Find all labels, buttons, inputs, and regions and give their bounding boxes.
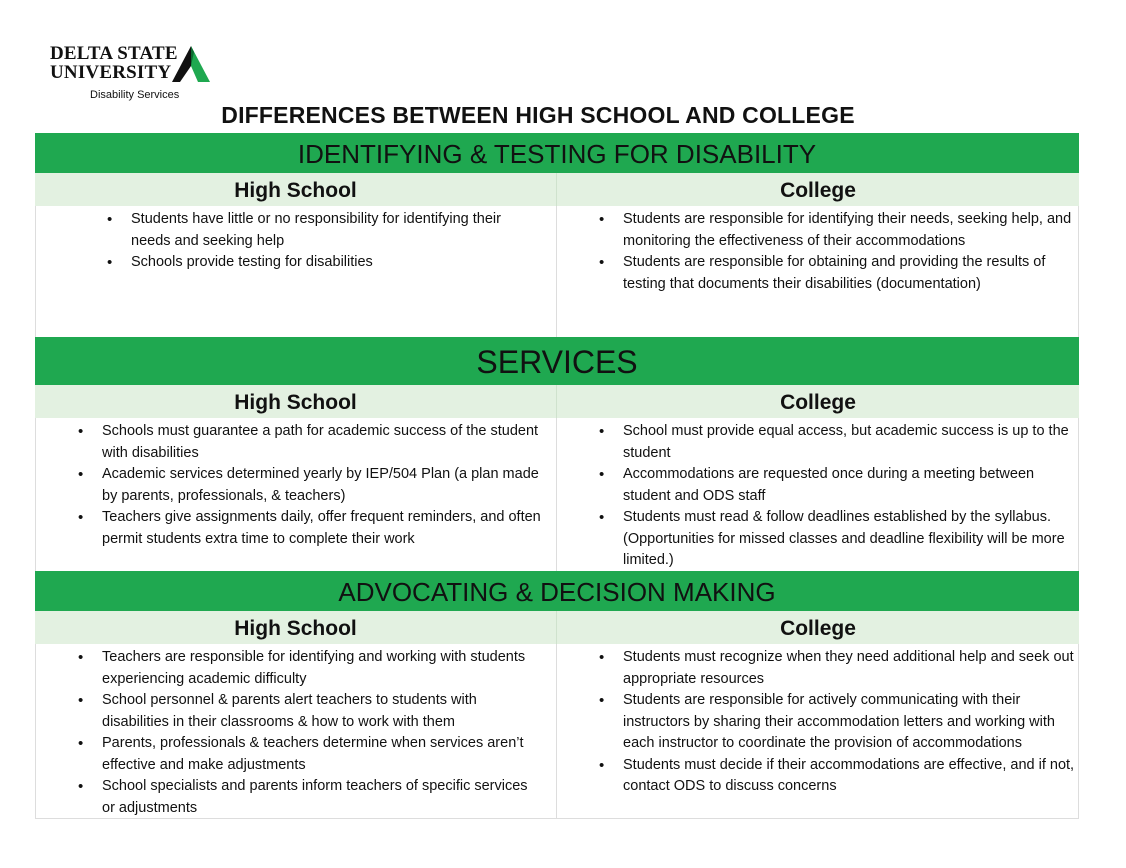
bullet-list	[623, 647, 1078, 798]
list-item: • Students have little or no responsibility for identifying their needs and seeking help	[131, 209, 541, 252]
section-heading-advocating: ADVOCATING & DECISION MAKING	[35, 571, 1079, 611]
section-heading-services: SERVICES	[35, 337, 1079, 385]
high-school-header: High School	[35, 173, 557, 206]
high-school-header: High School	[35, 385, 557, 418]
list-item: • School personnel & parents alert teachers to students with disabilities in their classrooms & how to work with them	[102, 690, 542, 733]
section-body	[35, 206, 1079, 337]
college-cell	[557, 206, 1078, 337]
list-item: • Students must decide if their accommodations are effective, and if not, contact ODS to discuss concerns	[623, 755, 1078, 798]
column-headers	[35, 385, 1079, 418]
bullet-list	[102, 647, 542, 819]
high-school-header: High School	[35, 611, 557, 644]
list-item: • Schools provide testing for disabilities	[131, 252, 541, 274]
college-header: College	[780, 391, 856, 414]
list-item: • Students must recognize when they need additional help and seek out appropriate resources	[623, 647, 1078, 690]
college-cell	[557, 644, 1078, 818]
list-item: • Students must read & follow deadlines established by the syllabus. (Opportunities for missed classes and deadline flexibility will be more limited.)	[623, 507, 1078, 572]
list-item: • Students are responsible for identifying their needs, seeking help, and monitoring the effectiveness of their accommodations	[623, 209, 1073, 252]
logo-line-1: DELTA STATE	[50, 43, 178, 64]
list-item: • School specialists and parents inform teachers of specific services or adjustments	[102, 776, 542, 819]
column-headers	[35, 611, 1079, 644]
high-school-cell	[36, 206, 557, 337]
bullet-list	[623, 421, 1078, 572]
high-school-cell	[36, 644, 557, 818]
bullet-list	[102, 421, 547, 550]
college-header: College	[780, 617, 856, 640]
list-item: • Schools must guarantee a path for academic success of the student with disabilities	[102, 421, 547, 464]
page-title: DIFFERENCES BETWEEN HIGH SCHOOL AND COLLEGE	[221, 102, 855, 128]
section-body	[35, 418, 1079, 571]
section-heading-identifying: IDENTIFYING & TESTING FOR DISABILITY	[35, 133, 1079, 173]
high-school-cell	[36, 418, 557, 571]
list-item: • Students are responsible for obtaining and providing the results of testing that documents their disabilities (documentation)	[623, 252, 1073, 295]
section-body	[35, 644, 1079, 819]
logo-line-2: UNIVERSITY	[50, 62, 172, 83]
column-headers	[35, 173, 1079, 206]
list-item: • Academic services determined yearly by IEP/504 Plan (a plan made by parents, professionals, & teachers)	[102, 464, 547, 507]
college-header: College	[780, 179, 856, 202]
list-item: • Teachers give assignments daily, offer frequent reminders, and often permit students extra time to complete their work	[102, 507, 547, 550]
bullet-list	[131, 209, 541, 274]
university-logo	[50, 44, 220, 104]
college-cell	[557, 418, 1078, 571]
delta-triangle-icon	[172, 46, 210, 82]
list-item: • School must provide equal access, but academic success is up to the student	[623, 421, 1078, 464]
logo-subtitle: Disability Services	[90, 89, 180, 101]
list-item: • Parents, professionals & teachers determine when services aren’t effective and make adjustments	[102, 733, 542, 776]
list-item: • Accommodations are requested once during a meeting between student and ODS staff	[623, 464, 1078, 507]
list-item: • Students are responsible for actively communicating with their instructors by sharing their accommodation letters and working with each instructor to coordinate the provision of accommodations	[623, 690, 1078, 755]
bullet-list	[623, 209, 1073, 295]
comparison-table	[35, 133, 1079, 819]
list-item: • Teachers are responsible for identifying and working with students experiencing academic difficulty	[102, 647, 542, 690]
